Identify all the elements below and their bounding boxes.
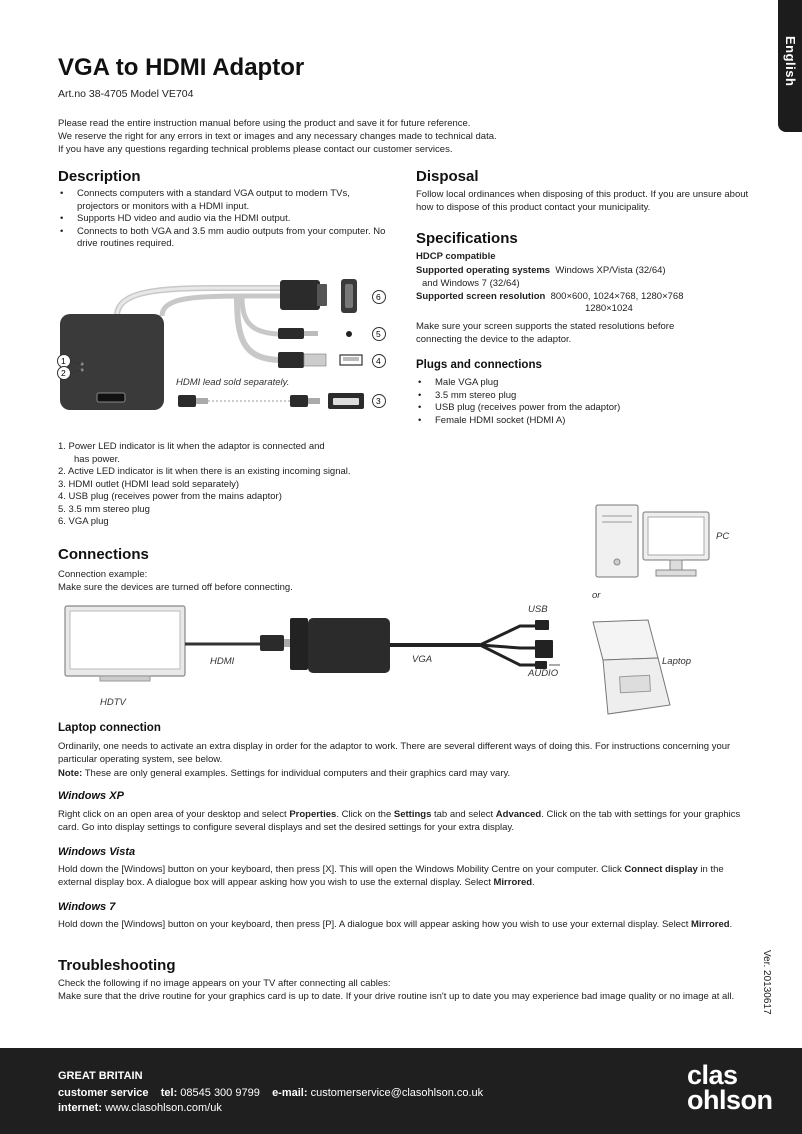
list-item: 3. HDMI outlet (HDMI lead sold separately) (58, 478, 240, 490)
text-bold: Advanced (495, 809, 542, 820)
callout-label: 3 (376, 396, 381, 406)
troubleshooting-text (58, 977, 748, 1003)
description-list (58, 188, 393, 251)
windows-7-heading: Windows 7 (58, 901, 116, 913)
connections-heading: Connections (58, 546, 149, 563)
footer-tel-label: tel: (160, 1087, 178, 1099)
text-run: tab and select (431, 809, 496, 820)
hdmi-plug (260, 635, 284, 651)
spec-os-label: Supported operating systems (416, 265, 551, 276)
label-audio: AUDIO (528, 668, 559, 679)
label-pc: PC (716, 531, 730, 542)
audio-plug (278, 328, 304, 339)
text-run: . Click on the (336, 809, 394, 820)
adaptor-body (308, 618, 390, 673)
text-bold: Mirrored (493, 877, 533, 888)
language-tab (778, 0, 802, 132)
text-run: Hold down the [Windows] button on your keyboard, then press [P]. A dialogue box will appear asking how you wish to use your external display. Select (58, 919, 691, 930)
list-item: • USB plug (receives power from the adaptor) (416, 402, 736, 415)
troubleshooting-line: Check the following if no image appears on your TV after connecting all cables: (58, 978, 391, 989)
connections-line: Connection example: (58, 569, 148, 580)
list-item: 4. USB plug (receives power from the mains adaptor) (58, 491, 282, 502)
callout-label: 1 (61, 356, 66, 366)
spec-os (416, 264, 666, 277)
spec-os-value-2: and Windows 7 (32/64) (422, 278, 520, 289)
spec-hdcp: HDCP compatible (416, 251, 496, 262)
troubleshooting-heading: Troubleshooting (58, 957, 176, 974)
note-text: These are only general examples. Settings for individual computers and their graphics card may vary. (82, 768, 511, 779)
label-hdmi: HDMI (210, 656, 235, 667)
vga-plug (535, 640, 553, 658)
spec-resolution (416, 290, 683, 303)
language-label: English (782, 36, 798, 87)
hdmi-lead-left (178, 395, 196, 407)
laptop-icon (593, 620, 658, 660)
footer (0, 1048, 802, 1134)
laptop-text: Ordinarily, one needs to activate an extra display in order for the adaptor to work. There are several different ways of doing this. For instructions concerning your particular operating system, see below. (58, 741, 731, 765)
label-hdtv: HDTV (100, 697, 126, 708)
footer-internet-url: www.clasohlson.com/uk (105, 1102, 222, 1114)
list-item: 1. Power LED indicator is lit when the adaptor is connected and (58, 441, 325, 452)
laptop-heading: Laptop connection (58, 722, 161, 734)
footer-email-label: e-mail: (272, 1087, 308, 1099)
usb-plug (278, 352, 304, 368)
list-item: 6. VGA plug (58, 516, 109, 527)
audio-jack-icon (346, 331, 352, 337)
list-item: • Female HDMI socket (HDMI A) (416, 415, 736, 428)
text-run: Hold down the [Windows] button on your keyboard, then press [X]. This will open the Windows Mobility Centre on your computer. Click (58, 864, 625, 875)
label-laptop: Laptop (662, 656, 692, 667)
list-item: • Connects computers with a standard VGA output to modern TVs, projectors or monitors with a HDMI input. (58, 188, 393, 213)
adaptor-end (290, 618, 308, 670)
spec-res-label: Supported screen resolution (416, 291, 546, 302)
spec-res-value-2: 1280×1024 (585, 303, 633, 314)
list-item: has power. (74, 453, 120, 465)
connections-line: Make sure the devices are turned off before connecting. (58, 582, 293, 593)
list-item: • Male VGA plug (416, 377, 736, 390)
hdmi-lead-note: HDMI lead sold separately. (176, 377, 290, 388)
product-diagram (52, 268, 397, 418)
windows-7-text (58, 918, 748, 931)
callout-label: 5 (376, 329, 381, 339)
usb-plug (535, 620, 549, 630)
text-run: . Click on the tab with settings for your graphics card. Go into display settings to configure several displays and set the desired settings for your extra display. (58, 809, 741, 833)
intro-line: We reserve the right for any errors in text or images and any necessary changes made to technical data. (58, 131, 497, 142)
disposal-heading: Disposal (416, 168, 479, 185)
callout-label: 4 (376, 356, 381, 366)
audio-cable (162, 296, 282, 316)
text-bold: Connect display (624, 864, 698, 875)
intro-text (58, 117, 558, 156)
windows-xp-text (58, 808, 748, 834)
clas-ohlson-logo (687, 1060, 773, 1115)
label-usb: USB (528, 604, 548, 615)
windows-vista-text (58, 863, 748, 889)
connection-diagram (60, 500, 760, 720)
logo-line: ohlson (687, 1085, 773, 1115)
label-or: or (592, 590, 601, 601)
footer-internet-label: internet: (58, 1102, 102, 1114)
list-item: • Supports HD video and audio via the HDMI output. (58, 213, 393, 226)
footer-email: customerservice@clasohlson.co.uk (310, 1087, 484, 1099)
text-run: . (532, 877, 535, 888)
intro-line: Please read the entire instruction manual before using the product and save it for future reference. (58, 118, 471, 129)
footer-internet (58, 1101, 222, 1115)
spec-os-value: Windows XP/Vista (32/64) (555, 265, 666, 276)
text-bold: Settings (393, 809, 432, 820)
laptop-note (58, 767, 748, 780)
windows-vista-heading: Windows Vista (58, 846, 136, 858)
list-item: 5. 3.5 mm stereo plug (58, 503, 150, 515)
spec-note: Make sure your screen supports the stated resolutions before connecting the device to the adaptor. (416, 321, 675, 345)
hdmi-lead-right (290, 395, 308, 407)
description-heading: Description (58, 168, 141, 185)
footer-country: GREAT BRITAIN (58, 1070, 143, 1082)
article-number: Art.no 38-4705 Model VE704 (58, 88, 194, 100)
text-bold: Mirrored (691, 919, 730, 930)
list-item: 2. Active LED indicator is lit when there is an existing incoming signal. (58, 466, 351, 477)
windows-xp-heading: Windows XP (58, 790, 124, 802)
note-label: Note: (58, 768, 83, 779)
specifications-heading: Specifications (416, 230, 518, 247)
intro-line: If you have any questions regarding technical problems please contact our customer services. (58, 144, 453, 155)
callout-label: 6 (376, 292, 381, 302)
text-bold: Properties (289, 809, 337, 820)
plugs-list (416, 377, 736, 427)
disposal-text: Follow local ordinances when disposing of this product. If you are unsure about how to dispose of this product contact your municipality. (416, 189, 749, 213)
callout-label: 2 (61, 368, 66, 378)
footer-tel: 08545 300 9799 (180, 1087, 260, 1099)
list-item: • 3.5 mm stereo plug (416, 390, 736, 403)
spec-res-value: 800×600, 1024×768, 1280×768 (550, 291, 684, 302)
logo-line: clas (687, 1060, 738, 1090)
label-vga: VGA (412, 654, 433, 665)
text-run: . (729, 919, 733, 930)
footer-cs-label: customer service (58, 1087, 149, 1099)
vga-plug (280, 280, 320, 310)
list-item: • Connects to both VGA and 3.5 mm audio outputs from your computer. No drive routines required. (58, 226, 393, 251)
troubleshooting-line: Make sure that the drive routine for your graphics card is up to date. If your drive routine isn't up to date you may experience bad image quality or no image at all. (58, 991, 735, 1002)
footer-customer-service (58, 1086, 483, 1100)
text-run: Right click on an open area of your desktop and select (58, 809, 290, 820)
hdmi-socket (97, 393, 125, 402)
version-label: Ver. 20130617 (761, 950, 772, 1015)
plugs-heading: Plugs and connections (416, 359, 542, 371)
page-title: VGA to HDMI Adaptor (58, 54, 305, 81)
text-run: in the external display box. A dialogue box will appear asking how you wish to use the external display. Select (58, 864, 724, 888)
